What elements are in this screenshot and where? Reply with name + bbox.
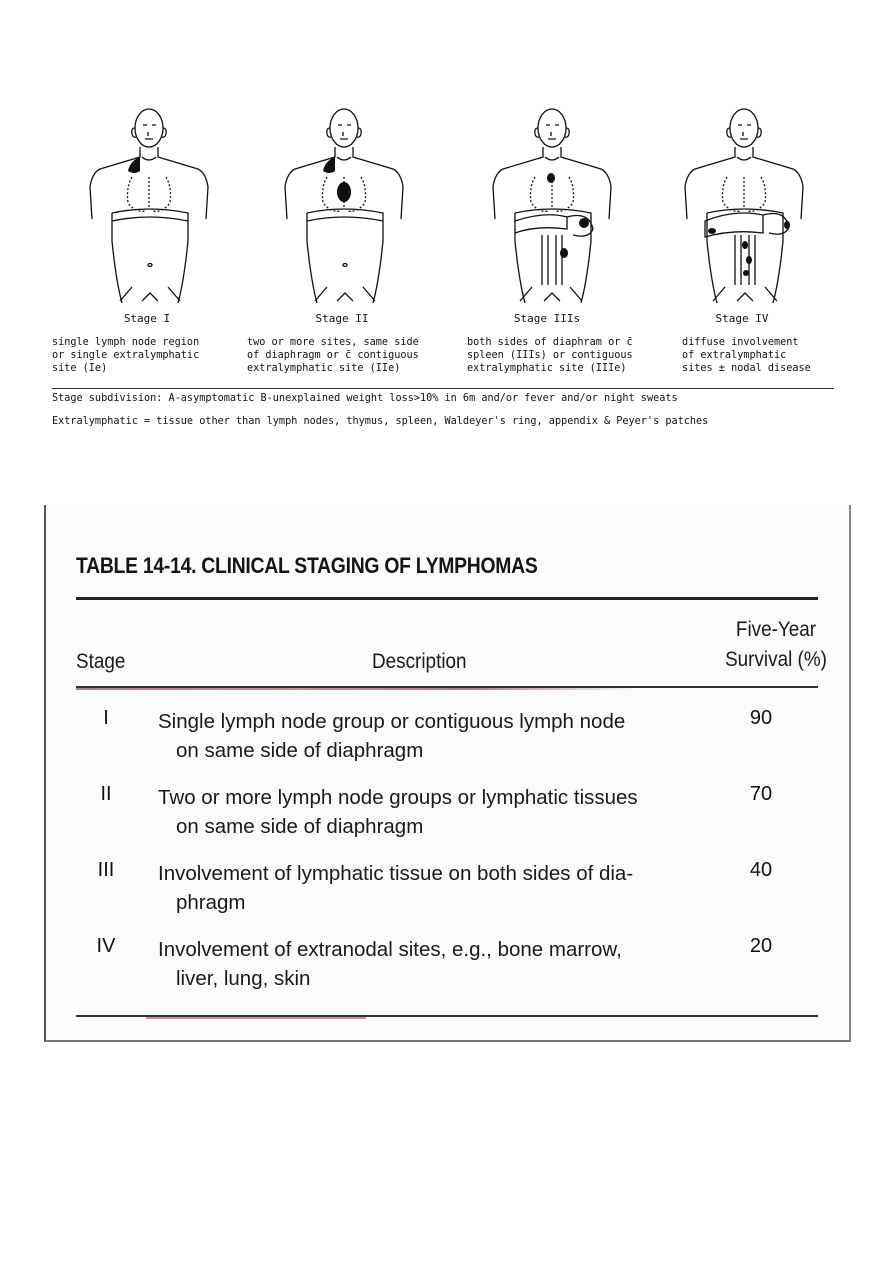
- staging-figure: [52, 95, 842, 435]
- figure-divider: [52, 388, 834, 389]
- row-description-line2: liver, lung, skin: [176, 967, 311, 990]
- row-survival: 70: [749, 783, 773, 805]
- stage-panel-4: [647, 95, 852, 395]
- stage-description: diffuse involvement of extralymphatic sites ± nodal disease: [682, 337, 811, 374]
- row-description: [158, 783, 688, 841]
- row-description-line2: on same side of diaphragm: [176, 815, 424, 838]
- row-survival: 90: [749, 707, 773, 729]
- stage-panel-2: [247, 95, 452, 395]
- row-stage: IV: [96, 935, 116, 957]
- table-bottom-rule-accent: [146, 1017, 366, 1019]
- body-outline-stage-4-illustration: [647, 95, 847, 310]
- body-outline-stage-1-illustration: [52, 95, 252, 310]
- row-description-line1: Single lymph node group or contiguous lymph node: [158, 710, 626, 733]
- stage-label: Stage II: [315, 312, 369, 325]
- staging-table-scan: [44, 505, 851, 1042]
- stage-panel-1: [52, 95, 257, 395]
- stage-subdivision-note: Stage subdivision: A-asymptomatic B-unexplained weight loss>10% in 6m and/or fever and/or night sweats: [52, 393, 678, 404]
- header-description: Description: [372, 650, 467, 673]
- header-survival-line1: Five-Year: [735, 618, 817, 641]
- body-outline-stage-3-illustration: [452, 95, 652, 310]
- row-survival: 40: [749, 859, 773, 881]
- stage-description: both sides of diaphram or c̄ spleen (IIIs) or contiguous extralymphatic site (IIIe): [467, 337, 633, 374]
- table-title: TABLE 14-14. CLINICAL STAGING OF LYMPHOMAS: [76, 553, 538, 578]
- row-stage: I: [103, 707, 109, 729]
- row-description: [158, 935, 688, 993]
- row-stage: III: [97, 859, 115, 881]
- row-survival: 20: [749, 935, 773, 957]
- row-stage: II: [100, 783, 112, 805]
- header-stage: Stage: [76, 650, 126, 673]
- row-description-line2: on same side of diaphragm: [176, 739, 424, 762]
- stage-description: two or more sites, same side of diaphragm or c̄ contiguous extralymphatic site (IIe): [247, 337, 419, 374]
- table-header-rule-accent: [76, 688, 636, 690]
- stage-label: Stage IIIs: [513, 312, 581, 325]
- header-survival: [713, 615, 839, 675]
- extralymphatic-note: Extralymphatic = tissue other than lymph nodes, thymus, spleen, Waldeyer's ring, appendix & Peyer's patches: [52, 416, 709, 427]
- stage-panel-3: [452, 95, 657, 395]
- body-outline-stage-2-illustration: [247, 95, 447, 310]
- row-description-line1: Two or more lymph node groups or lymphatic tissues: [158, 786, 638, 809]
- row-description: [158, 859, 688, 917]
- row-description-line1: Involvement of lymphatic tissue on both sides of dia-: [158, 862, 634, 885]
- stage-label: Stage IV: [715, 312, 769, 325]
- stage-description: single lymph node region or single extralymphatic site (Ie): [52, 337, 200, 374]
- stage-label: Stage I: [123, 312, 171, 325]
- row-description-line2: phragm: [176, 891, 246, 914]
- header-survival-line2: Survival (%): [725, 648, 827, 671]
- row-description-line1: Involvement of extranodal sites, e.g., bone marrow,: [158, 938, 622, 961]
- row-description: [158, 707, 688, 765]
- table-top-rule: [76, 597, 818, 600]
